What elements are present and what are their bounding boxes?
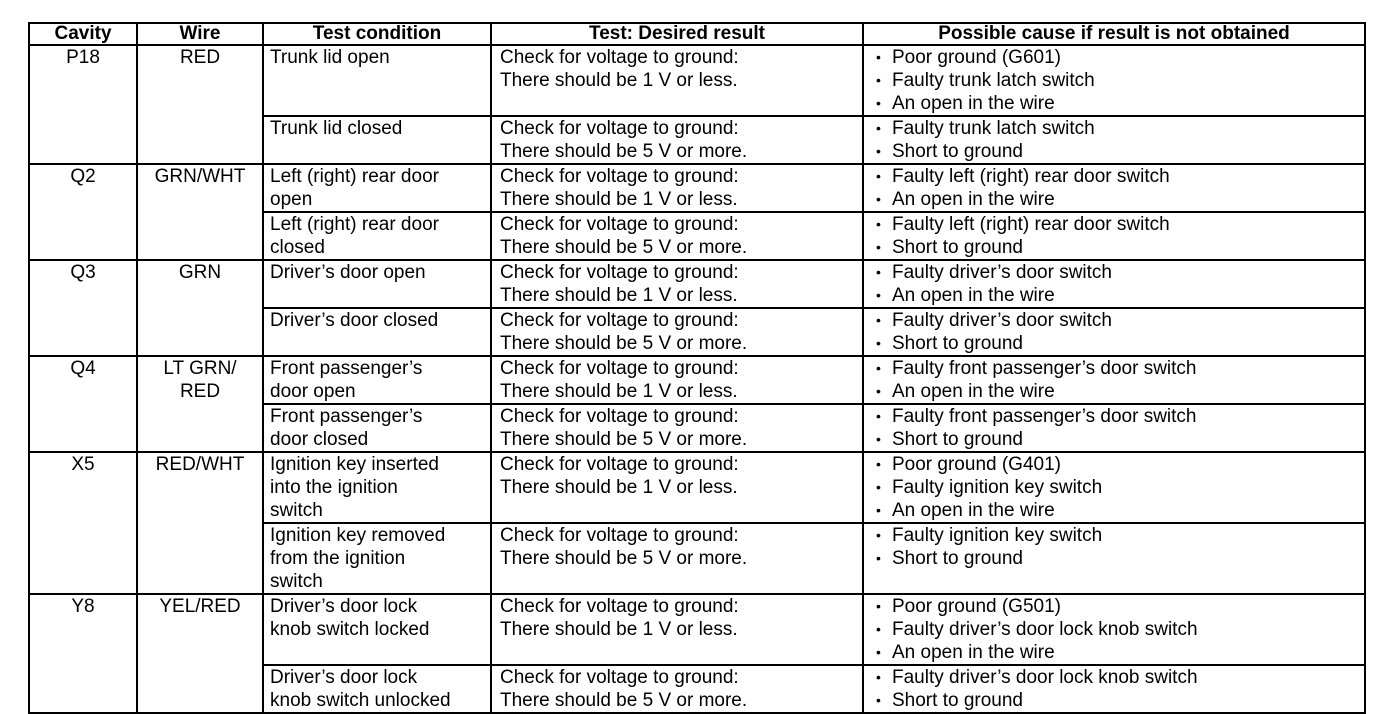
desired-result-cell <box>491 452 863 523</box>
possible-cause-cell <box>863 356 1365 404</box>
result-line: Check for voltage to ground: <box>500 47 739 68</box>
wire-cell <box>137 452 263 594</box>
result-line: Check for voltage to ground: <box>500 310 739 331</box>
wire-cell <box>137 164 263 260</box>
desired-result-cell <box>491 116 863 164</box>
cause-list-item: • An open in the wire <box>870 380 1358 403</box>
possible-cause-cell <box>863 260 1365 308</box>
cavity-cell: Y8 <box>29 594 137 713</box>
cause-list-item: • Faulty driver’s door lock knob switch <box>870 618 1358 641</box>
desired-result-cell <box>491 164 863 212</box>
possible-cause-cell <box>863 665 1365 713</box>
wire-line: RED <box>179 47 221 68</box>
condition-line: Trunk lid closed <box>270 118 403 139</box>
desired-result-cell <box>491 212 863 260</box>
condition-line: knob switch locked <box>270 619 430 640</box>
test-condition-cell <box>263 116 491 164</box>
possible-cause-cell <box>863 404 1365 452</box>
test-condition-cell <box>263 164 491 212</box>
cause-list-item: • Faulty ignition key switch <box>870 476 1358 499</box>
condition-line: Driver’s door lock <box>270 667 418 688</box>
header-desired-result: Test: Desired result <box>491 23 863 45</box>
result-line: Check for voltage to ground: <box>500 525 739 546</box>
cause-list-item: • Short to ground <box>870 689 1358 712</box>
table-body <box>29 45 1365 713</box>
condition-line: closed <box>270 237 325 258</box>
cause-list-item: • Faulty left (right) rear door switch <box>870 213 1358 236</box>
wire-cell <box>137 260 263 356</box>
wire-line: RED/WHT <box>155 454 245 475</box>
possible-cause-cell <box>863 116 1365 164</box>
result-line: Check for voltage to ground: <box>500 118 739 139</box>
condition-line: into the ignition <box>270 477 398 498</box>
condition-line: open <box>270 189 313 210</box>
condition-line: Driver’s door closed <box>270 310 439 331</box>
result-line: Check for voltage to ground: <box>500 406 739 427</box>
test-condition-cell <box>263 260 491 308</box>
cause-list-item: • An open in the wire <box>870 499 1358 522</box>
table-row <box>29 356 1365 404</box>
cause-list-item: • Faulty driver’s door lock knob switch <box>870 666 1358 689</box>
cause-list-item: • Faulty front passenger’s door switch <box>870 357 1358 380</box>
condition-line: Driver’s door open <box>270 262 426 283</box>
cause-list-item: • Poor ground (G601) <box>870 46 1358 69</box>
result-line: There should be 1 V or less. <box>500 285 738 306</box>
cavity-cell: Q2 <box>29 164 137 260</box>
possible-cause-cell <box>863 594 1365 665</box>
test-condition-cell <box>263 594 491 665</box>
desired-result-cell <box>491 404 863 452</box>
result-line: There should be 5 V or more. <box>500 237 748 258</box>
test-condition-cell <box>263 356 491 404</box>
wire-line: GRN/WHT <box>154 166 246 187</box>
result-line: There should be 5 V or more. <box>500 333 748 354</box>
header-row <box>29 23 1365 45</box>
condition-line: switch <box>270 500 323 521</box>
cause-list-item: • Faulty front passenger’s door switch <box>870 405 1358 428</box>
cavity-cell: P18 <box>29 45 137 164</box>
cause-list-item: • An open in the wire <box>870 284 1358 307</box>
possible-cause-cell <box>863 452 1365 523</box>
cause-list-item: • Faulty left (right) rear door switch <box>870 165 1358 188</box>
condition-line: door closed <box>270 429 369 450</box>
desired-result-cell <box>491 356 863 404</box>
wire-line: RED <box>179 381 221 402</box>
wire-cell <box>137 45 263 164</box>
wire-line: YEL/RED <box>159 596 241 617</box>
header-cavity: Cavity <box>29 23 137 45</box>
desired-result-cell <box>491 308 863 356</box>
condition-line: switch <box>270 571 323 592</box>
condition-line: Left (right) rear door <box>270 166 439 187</box>
wire-line: GRN <box>178 262 222 283</box>
cause-list-item: • Faulty trunk latch switch <box>870 117 1358 140</box>
result-line: Check for voltage to ground: <box>500 262 739 283</box>
cause-list-item: • Faulty trunk latch switch <box>870 69 1358 92</box>
possible-cause-cell <box>863 308 1365 356</box>
header-possible-cause: Possible cause if result is not obtained <box>863 23 1365 45</box>
cause-list-item: • Short to ground <box>870 332 1358 355</box>
test-table <box>28 22 1366 714</box>
desired-result-cell <box>491 260 863 308</box>
cause-list-item: • Short to ground <box>870 547 1358 570</box>
cause-list-item: • Short to ground <box>870 236 1358 259</box>
desired-result-cell <box>491 665 863 713</box>
condition-line: Ignition key removed <box>270 525 446 546</box>
cause-list-item: • Faulty driver’s door switch <box>870 309 1358 332</box>
result-line: There should be 5 V or more. <box>500 548 748 569</box>
table-row <box>29 260 1365 308</box>
header-test-condition: Test condition <box>263 23 491 45</box>
result-line: Check for voltage to ground: <box>500 358 739 379</box>
table-row <box>29 452 1365 523</box>
result-line: Check for voltage to ground: <box>500 214 739 235</box>
table-row <box>29 45 1365 116</box>
wire-line: LT GRN/ <box>163 358 237 379</box>
condition-line: Front passenger’s <box>270 406 423 427</box>
possible-cause-cell <box>863 164 1365 212</box>
cavity-cell: X5 <box>29 452 137 594</box>
result-line: There should be 1 V or less. <box>500 70 738 91</box>
result-line: Check for voltage to ground: <box>500 166 739 187</box>
result-line: Check for voltage to ground: <box>500 454 739 475</box>
condition-line: from the ignition <box>270 548 406 569</box>
test-condition-cell <box>263 45 491 116</box>
cause-list-item: • Short to ground <box>870 140 1358 163</box>
result-line: Check for voltage to ground: <box>500 596 739 617</box>
table-row <box>29 594 1365 665</box>
wire-cell <box>137 594 263 713</box>
table-row <box>29 164 1365 212</box>
cause-list-item: • An open in the wire <box>870 641 1358 664</box>
cause-list-item: • Poor ground (G401) <box>870 453 1358 476</box>
result-line: There should be 1 V or less. <box>500 381 738 402</box>
condition-line: Driver’s door lock <box>270 596 418 617</box>
result-line: There should be 5 V or more. <box>500 690 748 711</box>
condition-line: Ignition key inserted <box>270 454 439 475</box>
possible-cause-cell <box>863 523 1365 594</box>
condition-line: Left (right) rear door <box>270 214 439 235</box>
desired-result-cell <box>491 523 863 594</box>
cause-list-item: • Short to ground <box>870 428 1358 451</box>
condition-line: Front passenger’s <box>270 358 423 379</box>
result-line: Check for voltage to ground: <box>500 667 739 688</box>
cause-list-item: • Faulty ignition key switch <box>870 524 1358 547</box>
condition-line: door open <box>270 381 356 402</box>
test-condition-cell <box>263 452 491 523</box>
cause-list-item: • An open in the wire <box>870 92 1358 115</box>
cavity-cell: Q4 <box>29 356 137 452</box>
test-condition-cell <box>263 308 491 356</box>
condition-line: Trunk lid open <box>270 47 390 68</box>
test-condition-cell <box>263 523 491 594</box>
test-condition-cell <box>263 212 491 260</box>
result-line: There should be 5 V or more. <box>500 141 748 162</box>
result-line: There should be 1 V or less. <box>500 189 738 210</box>
desired-result-cell <box>491 45 863 116</box>
header-wire: Wire <box>137 23 263 45</box>
cause-list-item: • An open in the wire <box>870 188 1358 211</box>
result-line: There should be 1 V or less. <box>500 477 738 498</box>
cause-list-item: • Faulty driver’s door switch <box>870 261 1358 284</box>
desired-result-cell <box>491 594 863 665</box>
cause-list-item: • Poor ground (G501) <box>870 595 1358 618</box>
condition-line: knob switch unlocked <box>270 690 451 711</box>
possible-cause-cell <box>863 212 1365 260</box>
test-condition-cell <box>263 665 491 713</box>
cavity-cell: Q3 <box>29 260 137 356</box>
result-line: There should be 5 V or more. <box>500 429 748 450</box>
possible-cause-cell <box>863 45 1365 116</box>
test-condition-cell <box>263 404 491 452</box>
result-line: There should be 1 V or less. <box>500 619 738 640</box>
wire-cell <box>137 356 263 452</box>
